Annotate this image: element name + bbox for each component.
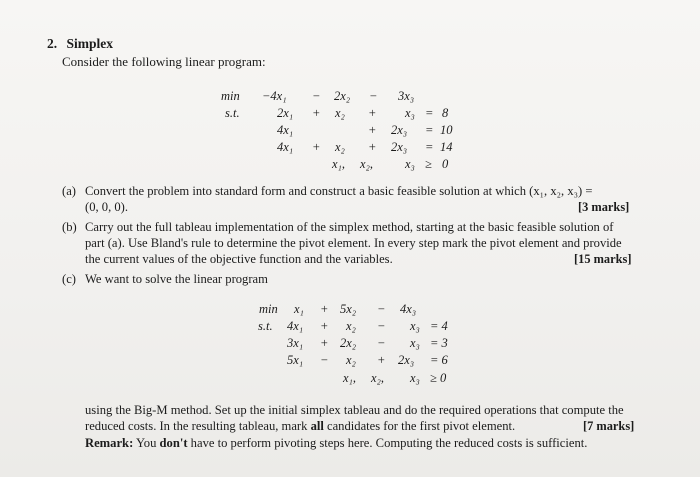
part-b-line-2: part (a). Use Bland's rule to determine the pivot element. In every step mark the pivot element and provide	[85, 236, 622, 250]
lp2-term: 3x₁	[287, 336, 304, 350]
lp1-term: x₂	[335, 140, 345, 154]
lp1-op: −	[312, 89, 321, 103]
lp1-op: −	[369, 89, 378, 103]
lp2-var: x₂,	[371, 371, 385, 385]
lp1-var: x₁,	[332, 157, 346, 171]
lp1-term: 2x₁	[277, 106, 294, 120]
question-number: 2.	[47, 36, 58, 51]
lp2-op: +	[320, 302, 329, 316]
bigm-line-2-bold: all	[310, 419, 324, 433]
part-c-line-1: We want to solve the linear program	[85, 272, 268, 286]
part-b-line-3: the current values of the objective function and the variables.	[85, 252, 393, 266]
intro-text: Consider the following linear program:	[62, 54, 266, 69]
lp2-term: 4x₃	[400, 302, 417, 316]
lp2-rhs: = 3	[430, 336, 448, 350]
lp1-rhs: 8	[442, 106, 449, 120]
lp2-var: x₃	[410, 371, 420, 385]
lp1-st: s.t.	[225, 106, 240, 120]
lp2-op: +	[320, 319, 329, 333]
lp2-rhs: = 6	[430, 353, 448, 367]
part-b-marks: [15 marks]	[574, 252, 632, 266]
part-b-line-1: Carry out the full tableau implementation of the simplex method, starting at the basic feasible solution of	[85, 220, 614, 234]
lp2-term: 2x₃	[398, 353, 415, 367]
lp2-term: x₁	[294, 302, 304, 316]
lp1-eq: =	[425, 106, 434, 120]
lp2-term: 4x₁	[287, 319, 304, 333]
lp1-rhs: 14	[440, 140, 453, 154]
lp1-var: x₂,	[360, 157, 374, 171]
lp1-term: 2x₃	[391, 123, 408, 137]
bigm-line-2-rest: candidates for the first pivot element.	[323, 419, 516, 433]
part-a-line-1: Convert the problem into standard form and construct a basic feasible solution at which (x₁, x₂, x₃) =	[85, 184, 593, 198]
lp1-zero: 0	[442, 157, 449, 171]
lp2-var: x₁,	[343, 371, 357, 385]
lp1-term: 2x₂	[334, 89, 351, 103]
part-a-line-2: (0, 0, 0).	[85, 200, 129, 214]
lp1-geq: ≥	[425, 157, 432, 171]
lp1-term: x₃	[405, 106, 415, 120]
lp2-term: x₃	[410, 319, 420, 333]
lp1-term: −4x₁	[262, 89, 287, 103]
lp2-op: −	[377, 319, 386, 333]
lp1-term: 4x₁	[277, 140, 294, 154]
lp2-term: x₃	[410, 336, 420, 350]
lp2-term: 2x₂	[340, 336, 357, 350]
lp2-term: x₂	[346, 319, 356, 333]
part-c-marks: [7 marks]	[583, 419, 635, 433]
bigm-line-2-text: reduced costs. In the resulting tableau, mark	[85, 419, 311, 433]
remark-line	[85, 436, 587, 452]
lp1-term: 3x₃	[398, 89, 415, 103]
lp2-op: −	[377, 302, 386, 316]
lp1-op: +	[368, 140, 377, 154]
lp1-var: x₃	[405, 157, 415, 171]
lp2-st: s.t.	[258, 319, 273, 333]
lp1-term: 4x₁	[277, 123, 294, 137]
lp2-min: min	[259, 302, 278, 316]
bigm-line-2	[85, 419, 515, 435]
remark-label: Remark:	[85, 436, 134, 450]
part-a-label: (a)	[62, 184, 76, 198]
part-b-label: (b)	[62, 220, 77, 234]
question-title: Simplex	[66, 36, 114, 51]
lp1-op: +	[312, 106, 321, 120]
lp1-term: 2x₃	[391, 140, 408, 154]
lp1-term: x₂	[335, 106, 345, 120]
lp1-eq: =	[425, 140, 434, 154]
part-a-marks: [3 marks]	[578, 200, 630, 214]
lp1-rhs: 10	[440, 123, 453, 137]
lp2-op: −	[377, 336, 386, 350]
lp2-rhs: = 4	[430, 319, 448, 333]
remark-rest: have to perform pivoting steps here. Computing the reduced costs is sufficient.	[187, 436, 588, 450]
part-c-label: (c)	[62, 272, 76, 286]
question-heading	[47, 36, 113, 52]
lp2-term: 5x₂	[340, 302, 357, 316]
lp1-min: min	[221, 89, 240, 103]
remark-bold: don't	[159, 436, 188, 450]
lp2-op: +	[320, 336, 329, 350]
lp1-op: +	[312, 140, 321, 154]
lp1-op: +	[368, 123, 377, 137]
lp2-term: 5x₁	[287, 353, 304, 367]
lp2-term: x₂	[346, 353, 356, 367]
lp2-op: +	[377, 353, 386, 367]
bigm-line-1: using the Big-M method. Set up the initial simplex tableau and do the required operations that compute the	[85, 403, 624, 417]
lp1-eq: =	[425, 123, 434, 137]
lp2-geq: ≥ 0	[430, 371, 447, 385]
lp1-op: +	[368, 106, 377, 120]
remark-text: You	[133, 436, 160, 450]
lp2-op: −	[320, 353, 329, 367]
